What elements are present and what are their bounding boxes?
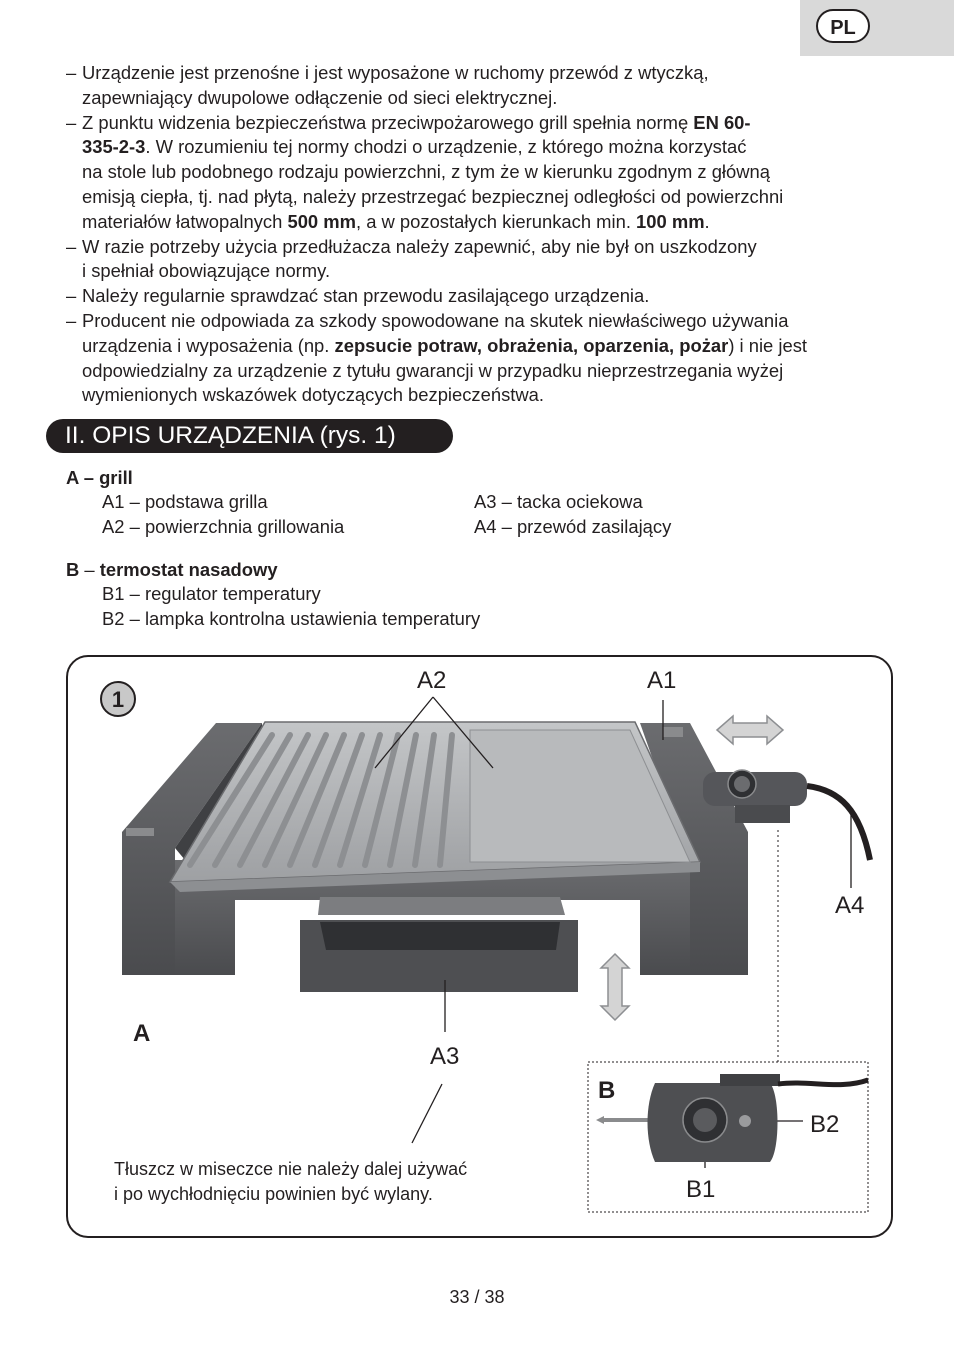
list-item: A4 – przewód zasilający (474, 515, 672, 537)
bold-text: zepsucie potraw, obrażenia, oparzenia, pożar (334, 334, 729, 356)
figure-note-line2: i po wychłodnięciu powinien być wylany. (114, 1184, 433, 1204)
bullet-dash: – (66, 235, 77, 257)
figure-number-badge (101, 682, 135, 716)
text: Należy regularnie sprawdzać stan przewodu zasilającego urządzenia. (82, 285, 650, 307)
bullet-dash: – (66, 309, 77, 331)
text: emisją ciepła, tj. nad płytą, należy przestrzegać bezpiecznej odległości od powierzchni (82, 185, 784, 207)
text: urządzenia i wyposażenia (np. (82, 334, 335, 356)
group-a-dash: – (78, 467, 100, 488)
language-badge: PL (816, 9, 870, 43)
label-a1: A1 (647, 667, 677, 694)
text: materiałów łatwopalnych (82, 210, 288, 232)
text: wymienionych wskazówek dotyczących bezpieczeństwa. (82, 384, 545, 406)
bold-text: 500 mm (287, 210, 356, 232)
label-a: A (133, 1020, 151, 1047)
label-b2: B2 (810, 1111, 840, 1138)
bold-text: 100 mm (636, 210, 705, 232)
label-a2: A2 (417, 667, 447, 694)
figure-note-line1: Tłuszcz w miseczce nie należy dalej używać (114, 1159, 468, 1179)
bullet-dash: – (66, 62, 77, 83)
text: , a w pozostałych kierunkach min. (355, 210, 637, 232)
text: W razie potrzeby użycia przedłużacza należy zapewnić, aby nie był on uszkodzony (82, 235, 757, 257)
text: odpowiedzialny za urządzenie z tytułu gwarancji w przypadku nieprzestrzegania wyżej (82, 359, 784, 381)
section-heading: II. OPIS URZĄDZENIA (rys. 1) (46, 419, 453, 453)
text: na stole lub podobnego rodzaju powierzchni, z tym że w kierunku zgodnym z główną (82, 161, 770, 183)
text: . W rozumieniu tej normy chodzi o urządzenie, z którego można korzystać (145, 136, 747, 158)
label-a3: A3 (430, 1043, 460, 1070)
group-a-title: grill (99, 467, 133, 488)
bullet-dash: – (66, 285, 77, 307)
figure-number: 1 (111, 687, 125, 712)
list-item: B1 – regulator temperatury (102, 583, 321, 604)
group-b-letter: B (66, 559, 80, 580)
text: Z punktu widzenia bezpieczeństwa przeciwpożarowego grill spełnia normę (82, 111, 694, 133)
slide-arrow-icon (717, 716, 783, 744)
bullet-dash: – (66, 111, 77, 133)
group-a-letter: A (66, 467, 79, 488)
label-a4: A4 (835, 892, 865, 919)
list-item: B2 – lampka kontrolna ustawienia temperatury (102, 607, 481, 629)
text: i spełniał obowiązujące normy. (82, 260, 331, 282)
text: Producent nie odpowiada za szkody spowodowane na skutek niewłaściwego używania (82, 309, 789, 331)
text: ) i nie jest (728, 334, 808, 356)
text: zapewniający dwupolowe odłączenie od sieci elektrycznej. (82, 86, 558, 108)
page-number: 33 / 38 (449, 1287, 505, 1307)
bold-text: 335-2-3 (82, 136, 146, 158)
list-item: A1 – podstawa grilla (102, 491, 268, 512)
list-item: A2 – powierzchnia grillowania (102, 515, 345, 537)
label-b1: B1 (686, 1176, 716, 1203)
drip-tray (300, 897, 578, 992)
text: . (704, 210, 710, 232)
bold-text: EN 60- (693, 111, 751, 133)
list-item: A3 – tacka ociekowa (474, 491, 643, 512)
tray-slide-arrow-icon (601, 954, 629, 1020)
text: Urządzenie jest przenośne i jest wyposażone w ruchomy przewód z wtyczką, (82, 62, 709, 83)
group-b-title: termostat nasadowy (99, 559, 278, 580)
label-b: B (598, 1077, 616, 1104)
group-b-dash: – (79, 559, 100, 580)
grill-plate (170, 722, 700, 892)
